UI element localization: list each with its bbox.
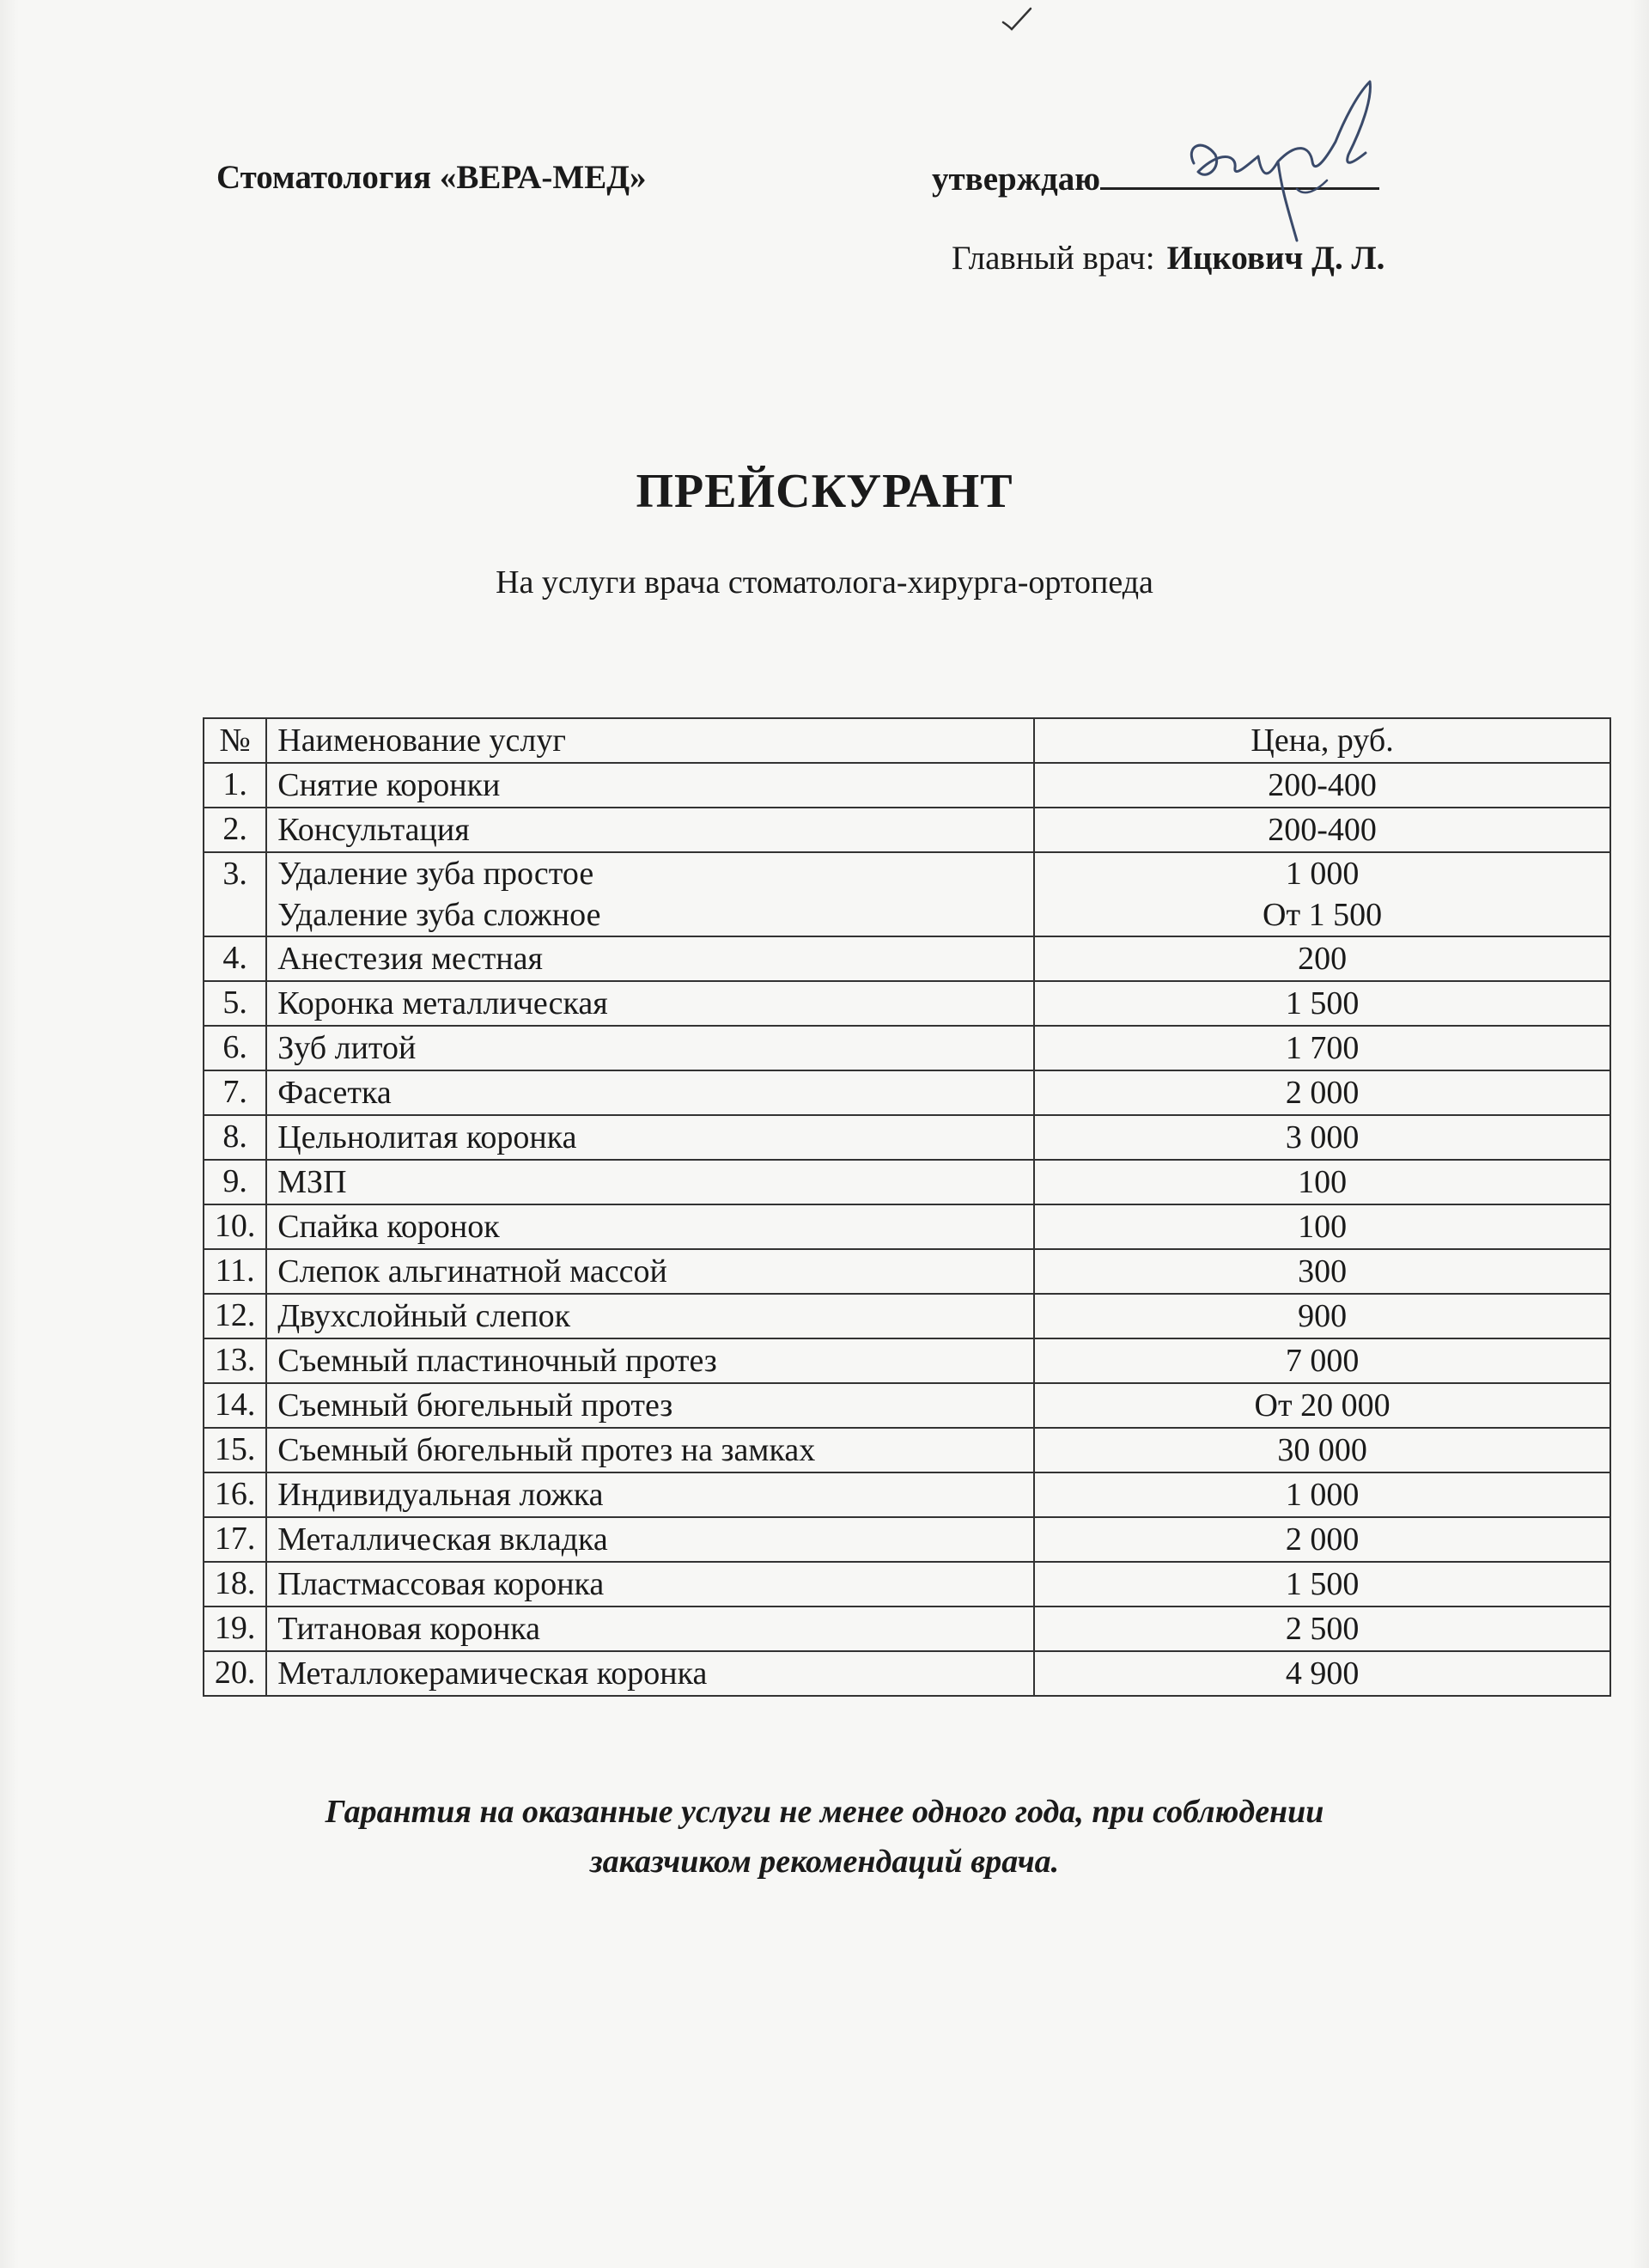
table-row xyxy=(204,936,1610,981)
row-number: 15. xyxy=(204,1428,266,1472)
row-number: 20. xyxy=(204,1651,266,1696)
row-number: 16. xyxy=(204,1472,266,1517)
row-number: 17. xyxy=(204,1517,266,1562)
header-service: Наименование услуг xyxy=(266,718,1034,763)
service-name: Слепок альгинатной массой xyxy=(266,1249,1034,1294)
row-number: 2. xyxy=(204,808,266,852)
table-row xyxy=(204,1026,1610,1070)
row-number: 13. xyxy=(204,1338,266,1383)
row-number: 7. xyxy=(204,1070,266,1115)
service-price: 1 700 xyxy=(1034,1026,1610,1070)
service-name: Анестезия местная xyxy=(266,936,1034,981)
guarantee-line-2: заказчиком рекомендаций врача. xyxy=(589,1844,1060,1880)
row-number: 5. xyxy=(204,981,266,1026)
scan-edge-right xyxy=(1630,0,1649,2268)
service-price-line: 1 000 xyxy=(1285,856,1360,892)
row-number: 4. xyxy=(204,936,266,981)
service-price xyxy=(1034,852,1610,936)
service-name: Снятие коронки xyxy=(266,763,1034,808)
header-price: Цена, руб. xyxy=(1034,718,1610,763)
row-number: 1. xyxy=(204,763,266,808)
service-price: 4 900 xyxy=(1034,1651,1610,1696)
row-number: 10. xyxy=(204,1204,266,1249)
table-row xyxy=(204,1606,1610,1651)
service-name: Титановая коронка xyxy=(266,1606,1034,1651)
service-name: Спайка коронок xyxy=(266,1204,1034,1249)
clinic-name: Стоматология «ВЕРА-МЕД» xyxy=(216,159,647,196)
table-row xyxy=(204,1383,1610,1428)
service-price: 300 xyxy=(1034,1249,1610,1294)
service-name: Фасетка xyxy=(266,1070,1034,1115)
table-row xyxy=(204,1070,1610,1115)
service-price: 200-400 xyxy=(1034,763,1610,808)
service-price: 1 000 xyxy=(1034,1472,1610,1517)
row-number: 19. xyxy=(204,1606,266,1651)
row-number: 12. xyxy=(204,1294,266,1338)
service-price: 900 xyxy=(1034,1294,1610,1338)
row-number: 14. xyxy=(204,1383,266,1428)
chief-name: Ицкович Д. Л. xyxy=(1166,240,1385,277)
table-row xyxy=(204,1651,1610,1696)
service-price: 7 000 xyxy=(1034,1338,1610,1383)
service-name: МЗП xyxy=(266,1160,1034,1204)
service-price: 2 500 xyxy=(1034,1606,1610,1651)
service-price: 100 xyxy=(1034,1204,1610,1249)
table-body xyxy=(204,763,1610,1696)
table-row xyxy=(204,1338,1610,1383)
service-name: Съемный пластиночный протез xyxy=(266,1338,1034,1383)
guarantee-line-1: Гарантия на оказанные услуги не менее одного года, при соблюдении xyxy=(325,1794,1324,1830)
service-name: Индивидуальная ложка xyxy=(266,1472,1034,1517)
service-price: 2 000 xyxy=(1034,1070,1610,1115)
approve-label: утверждаю xyxy=(932,161,1101,198)
handwritten-signature xyxy=(1168,60,1391,258)
service-price: 200 xyxy=(1034,936,1610,981)
chief-doctor-line xyxy=(952,239,1384,277)
service-price: 2 000 xyxy=(1034,1517,1610,1562)
chief-label: Главный врач: xyxy=(952,240,1155,277)
service-name: Металлическая вкладка xyxy=(266,1517,1034,1562)
row-number: 11. xyxy=(204,1249,266,1294)
service-price-line: От 1 500 xyxy=(1263,897,1383,933)
table-row xyxy=(204,763,1610,808)
service-name: Зуб литой xyxy=(266,1026,1034,1070)
row-number: 18. xyxy=(204,1562,266,1606)
service-name: Пластмассовая коронка xyxy=(266,1562,1034,1606)
table-row xyxy=(204,808,1610,852)
row-number: 8. xyxy=(204,1115,266,1160)
table-row xyxy=(204,1115,1610,1160)
table-row xyxy=(204,1472,1610,1517)
table-row xyxy=(204,1428,1610,1472)
service-name: Цельнолитая коронка xyxy=(266,1115,1034,1160)
service-name xyxy=(266,852,1034,936)
table-row xyxy=(204,981,1610,1026)
guarantee-note xyxy=(0,1787,1649,1887)
document-title: ПРЕЙСКУРАНТ xyxy=(636,465,1013,518)
service-price: 30 000 xyxy=(1034,1428,1610,1472)
service-price: 200-400 xyxy=(1034,808,1610,852)
service-price: 3 000 xyxy=(1034,1115,1610,1160)
service-price: 1 500 xyxy=(1034,1562,1610,1606)
table-row xyxy=(204,852,1610,936)
table-header-row xyxy=(204,718,1610,763)
service-name-line: Удаление зуба сложное xyxy=(277,897,601,933)
table-row xyxy=(204,1160,1610,1204)
table-row xyxy=(204,1562,1610,1606)
table-row xyxy=(204,1204,1610,1249)
table-row xyxy=(204,1249,1610,1294)
table-row xyxy=(204,1517,1610,1562)
table-row xyxy=(204,1294,1610,1338)
price-table xyxy=(203,717,1611,1697)
row-number: 9. xyxy=(204,1160,266,1204)
service-price: От 20 000 xyxy=(1034,1383,1610,1428)
service-name: Консультация xyxy=(266,808,1034,852)
service-price: 100 xyxy=(1034,1160,1610,1204)
pen-tick-mark xyxy=(996,3,1048,38)
header-number: № xyxy=(204,718,266,763)
row-number: 3. xyxy=(204,852,266,936)
service-name-line: Удаление зуба простое xyxy=(277,856,594,892)
scan-edge-left xyxy=(0,0,19,2268)
service-price: 1 500 xyxy=(1034,981,1610,1026)
service-name: Съемный бюгельный протез xyxy=(266,1383,1034,1428)
service-name: Двухслойный слепок xyxy=(266,1294,1034,1338)
service-name: Коронка металлическая xyxy=(266,981,1034,1026)
service-name: Съемный бюгельный протез на замках xyxy=(266,1428,1034,1472)
service-name: Металлокерамическая коронка xyxy=(266,1651,1034,1696)
row-number: 6. xyxy=(204,1026,266,1070)
document-subtitle: На услуги врача стоматолога-хирурга-ортопеда xyxy=(496,564,1153,601)
